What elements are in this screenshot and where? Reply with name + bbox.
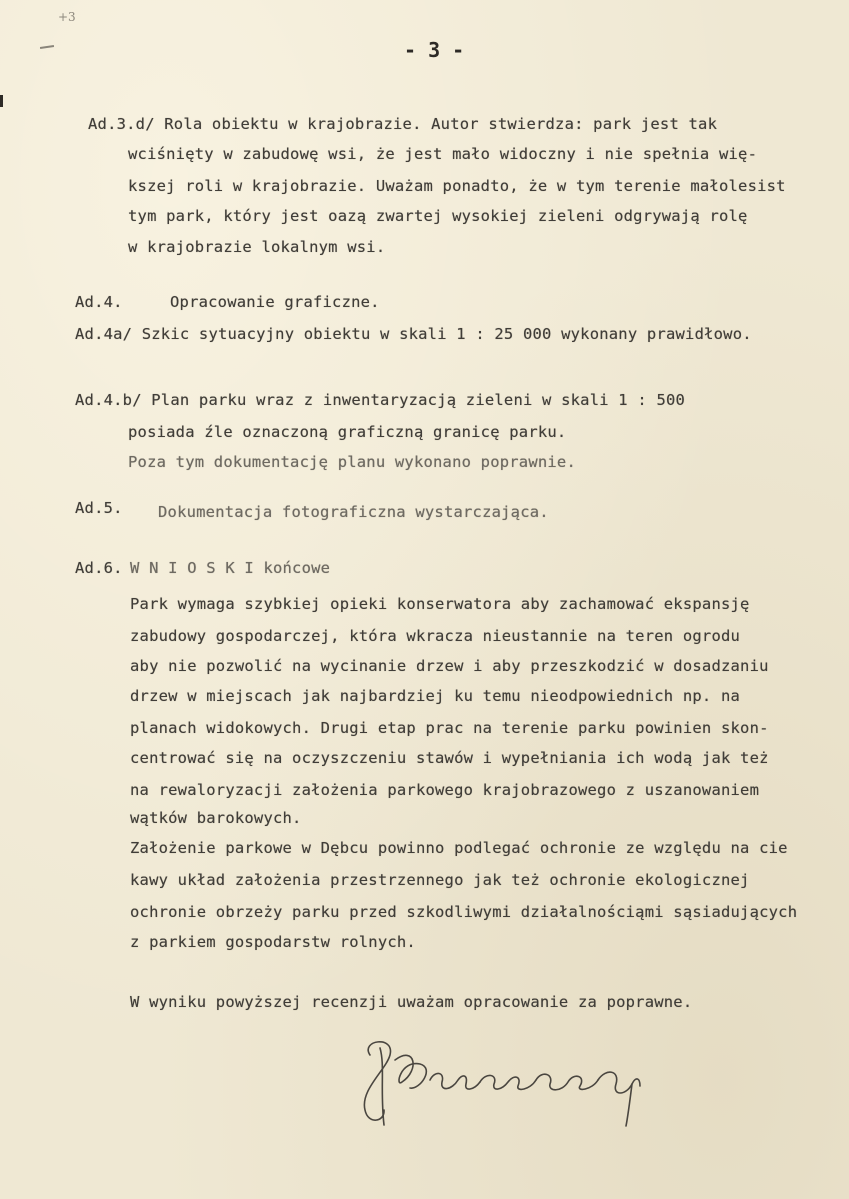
ad3d-line-4: tym park, który jest oazą zwartej wysokiej zieleni odgrywają rolę [128, 207, 748, 225]
ad4b-line-1: Ad.4.b/ Plan parku wraz z inwentaryzacją zieleni w skali 1 : 500 [75, 391, 686, 409]
page-number: - 3 - [404, 38, 465, 62]
margin-mark [0, 95, 3, 107]
corner-pencil-mark: +3 [58, 10, 76, 24]
ad6-line-10: kawy układ założenia przestrzennego jak też ochronie ekologicznej [130, 871, 750, 889]
ad4-heading: Opracowanie graficzne. [170, 293, 380, 311]
ad4b-line-3: Poza tym dokumentację planu wykonano poprawnie. [128, 453, 576, 471]
ad6-label: Ad.6. [75, 559, 123, 577]
ad4a-text: Ad.4a/ Szkic sytuacyjny obiektu w skali 1 : 25 000 wykonany prawidłowo. [75, 325, 752, 343]
ad6-line-11: ochronie obrzeży parku przed szkodliwymi działalnościąmi sąsiadujących [130, 903, 798, 921]
margin-dash [40, 45, 54, 49]
ad6-line-4: drzew w miejscach jak najbardziej ku temu nieodpowiednich np. na [130, 687, 741, 705]
ad3d-line-2: wciśnięty w zabudowę wsi, że jest mało widoczny i nie spełnia wię- [128, 145, 758, 163]
ad6-line-6: centrować się na oczyszczeniu stawów i wypełniania ich wodą jak też [130, 749, 769, 767]
ad3d-line-5: w krajobrazie lokalnym wsi. [128, 238, 386, 256]
ad6-line-8: wątków barokowych. [130, 809, 302, 827]
ad5-label: Ad.5. [75, 499, 123, 517]
ad3d-line-3: kszej roli w krajobrazie. Uważam ponadto, że w tym terenie małolesist [128, 177, 786, 195]
conclusion-text: W wyniku powyższej recenzji uważam opracowanie za poprawne. [130, 993, 693, 1011]
handwritten-signature [340, 1030, 660, 1140]
ad5-text: Dokumentacja fotograficzna wystarczająca. [158, 503, 549, 521]
ad6-line-1: Park wymaga szybkiej opieki konserwatora aby zachamować ekspansję [130, 595, 750, 613]
ad6-line-12: z parkiem gospodarstw rolnych. [130, 933, 416, 951]
ad6-line-7: na rewaloryzacji założenia parkowego krajobrazowego z uszanowaniem [130, 781, 760, 799]
ad6-line-5: planach widokowych. Drugi etap prac na terenie parku powinien skon- [130, 719, 769, 737]
ad4b-line-2: posiada źle oznaczoną graficzną granicę parku. [128, 423, 567, 441]
ad6-line-2: zabudowy gospodarczej, która wkracza nieustannie na teren ogrodu [130, 627, 741, 645]
ad4-label: Ad.4. [75, 293, 123, 311]
ad6-line-9: Założenie parkowe w Dębcu powinno podlegać ochronie ze względu na cie [130, 839, 788, 857]
ad3d-line-1: Ad.3.d/ Rola obiektu w krajobrazie. Autor stwierdza: park jest tak [88, 115, 718, 133]
ad6-heading: W N I O S K I końcowe [130, 559, 331, 577]
ad6-line-3: aby nie pozwolić na wycinanie drzew i aby przeszkodzić w dosadzaniu [130, 657, 769, 675]
